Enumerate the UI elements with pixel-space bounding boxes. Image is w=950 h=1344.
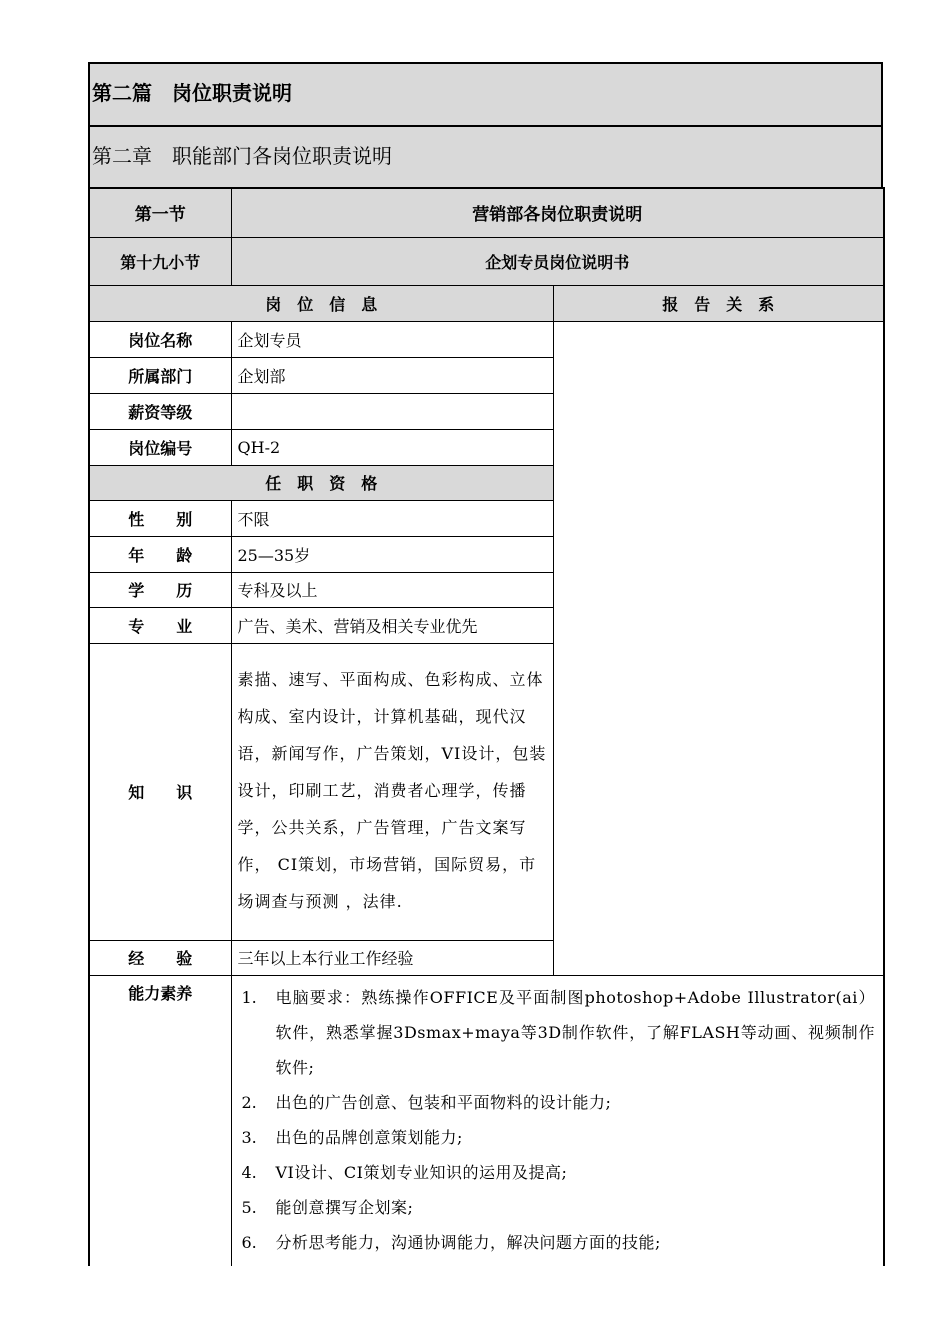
job-description-table [88, 187, 885, 1266]
section-label: 第一节 [89, 188, 231, 237]
education-value: 专科及以上 [231, 572, 553, 607]
reporting-relationship-cell [553, 321, 884, 975]
abilities-list [232, 976, 884, 1266]
experience-label: 经 验 [89, 940, 231, 975]
ability-text: 分析思考能力，沟通协调能力，解决问题方面的技能; [275, 1232, 661, 1252]
ability-text: 能创意撰写企划案; [275, 1197, 414, 1217]
ability-item [242, 1120, 876, 1155]
department-value: 企划部 [231, 357, 553, 393]
reporting-header: 报 告 关 系 [553, 285, 884, 321]
ability-text: 出色的品牌创意策划能力; [275, 1127, 463, 1147]
qualifications-header: 任 职 资 格 [89, 465, 553, 500]
department-label: 所属部门 [89, 357, 231, 393]
position-name-value: 企划专员 [231, 321, 553, 357]
ability-item [242, 1190, 876, 1225]
experience-value: 三年以上本行业工作经验 [231, 940, 884, 975]
salary-grade-label: 薪资等级 [89, 393, 231, 429]
ability-item [242, 980, 876, 1085]
knowledge-label: 知 识 [89, 643, 231, 940]
ability-item [242, 1085, 876, 1120]
ability-number: 2. [241, 1092, 257, 1112]
ability-number: 5. [241, 1197, 257, 1217]
part-title: 第二篇 岗位职责说明 [88, 62, 883, 125]
ability-text: VI设计、CI策划专业知识的运用及提高; [275, 1162, 568, 1182]
position-info-header: 岗 位 信 息 [89, 285, 553, 321]
chapter-title: 第二章 职能部门各岗位职责说明 [88, 125, 883, 187]
ability-number: 1. [241, 987, 257, 1007]
ability-item [242, 1225, 876, 1260]
position-name-label: 岗位名称 [89, 321, 231, 357]
age-value: 25—35岁 [231, 536, 553, 572]
subsection-label: 第十九小节 [89, 237, 231, 285]
ability-text: 出色的广告创意、包装和平面物料的设计能力; [275, 1092, 612, 1112]
major-value: 广告、美术、营销及相关专业优先 [231, 607, 553, 643]
knowledge-value: 素描、速写、平面构成、色彩构成、立体构成、室内设计，计算机基础，现代汉语，新闻写作，广告策划，VI设计，包装设计，印刷工艺，消费者心理学，传播学，公共关系，广告管理，广告文案写作， CI策划，市场营销，国际贸易，市场调查与预测 ，法律. [231, 643, 553, 940]
ability-number: 3. [241, 1127, 257, 1147]
section-title: 营销部各岗位职责说明 [231, 188, 884, 237]
position-code-value: QH-2 [231, 429, 553, 465]
position-code-label: 岗位编号 [89, 429, 231, 465]
abilities-label: 能力素养 [89, 975, 231, 1266]
subsection-title: 企划专员岗位说明书 [231, 237, 884, 285]
major-label: 专 业 [89, 607, 231, 643]
gender-value: 不限 [231, 500, 553, 536]
age-label: 年 龄 [89, 536, 231, 572]
ability-number: 4. [241, 1162, 257, 1182]
ability-number: 6. [241, 1232, 257, 1252]
abilities-cell [231, 975, 884, 1266]
salary-grade-value [231, 393, 553, 429]
job-description-sheet [88, 62, 883, 1266]
ability-item [242, 1155, 876, 1190]
education-label: 学 历 [89, 572, 231, 607]
ability-text: 电脑要求：熟练操作OFFICE及平面制图photoshop+Adobe Illustrator(ai）软件，熟悉掌握3Dsmax+maya等3D制作软件，了解FLASH等动画、视频制作软件; [275, 987, 875, 1077]
gender-label: 性 别 [89, 500, 231, 536]
